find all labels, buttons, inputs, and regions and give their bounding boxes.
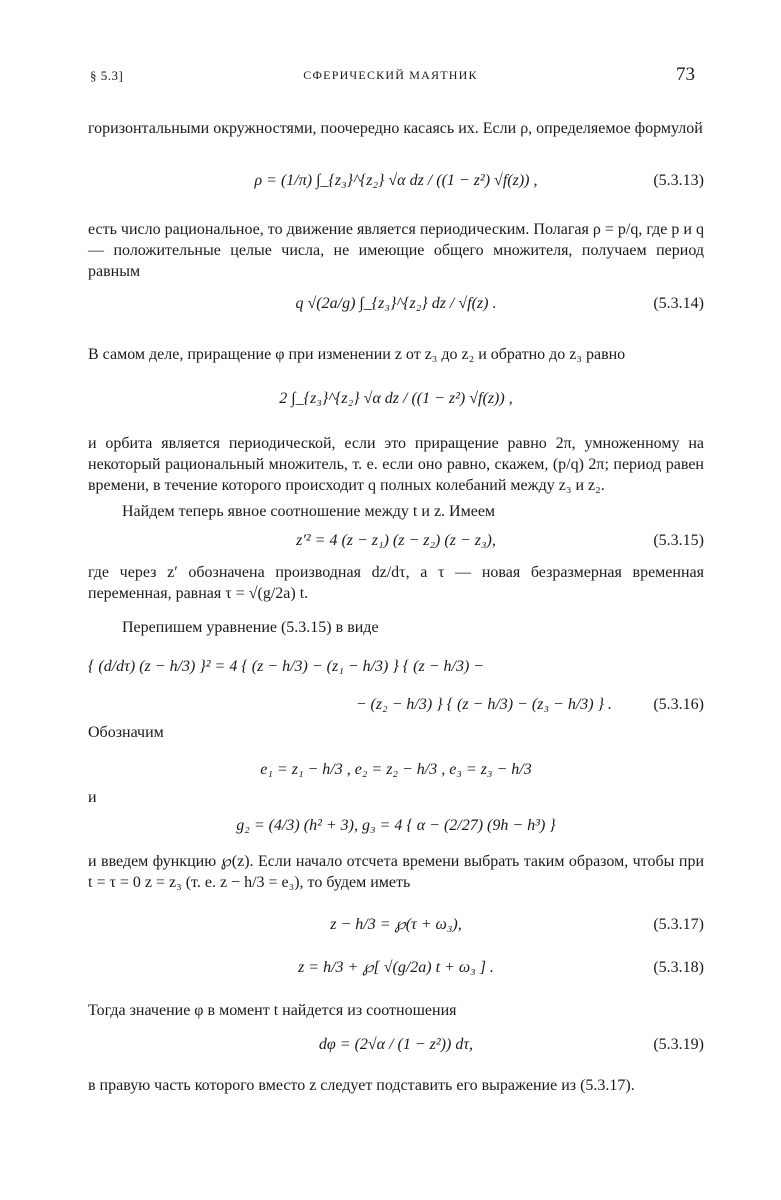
paragraph-4: и орбита является периодической, если это приращение равно 2π, умноженному на некоторый рациональный множитель, т. е. если оно равно, скажем, (p/q) 2π; период равен времени, в течение которого происходит q полных колебаний между z₃ и z₂. — [88, 435, 704, 494]
equation-5-3-19 — [88, 1034, 704, 1064]
equation-body: g₂ = (4/3) (h² + 3), g₃ = 4 { α − (2/27) (9h − h³) } — [236, 817, 556, 834]
equation-5-3-14 — [88, 293, 704, 323]
paragraph-6: где через z′ обозначена производная dz/dτ, а τ — новая безразмерная временная переменная, равная τ = √(g/2a) t. — [88, 564, 704, 602]
paragraph-9: и — [88, 789, 97, 806]
equation-5-3-13 — [88, 170, 704, 200]
paragraph-10: и введем функцию ℘(z). Если начало отсчета времени выбрать таким образом, чтобы при t = τ = 0 z = z₃ (т. е. z − h/3 = e₃), то будем иметь — [88, 853, 704, 891]
equation-g-invariants — [88, 815, 704, 845]
equation-body: dφ = (2√α / (1 − z²)) dτ, — [318, 1036, 474, 1053]
paragraph-5: Найдем теперь явное соотношение между t и z. Имеем — [122, 503, 496, 520]
equation-body: z − h/3 = ℘(τ + ω₃), — [330, 916, 462, 933]
paragraph-11: Тогда значение φ в момент t найдется из соотношения — [88, 1002, 457, 1019]
paragraph-8: Обозначим — [88, 724, 164, 741]
equation-5-3-15 — [88, 530, 704, 560]
section-reference: § 5.3] — [90, 68, 124, 83]
equation-number: (5.3.19) — [653, 1036, 704, 1053]
paragraph-7: Перепишем уравнение (5.3.15) в виде — [122, 619, 379, 636]
equation-body: q √(2a/g) ∫_{z₃}^{z₂} dz / √f(z) . — [295, 295, 497, 312]
equation-number: (5.3.13) — [653, 172, 704, 189]
equation-number: (5.3.14) — [653, 295, 704, 312]
equation-5-3-18 — [88, 957, 704, 987]
equation-increment — [88, 388, 704, 418]
equation-number: (5.3.17) — [653, 916, 704, 933]
equation-e-definitions — [88, 759, 704, 789]
paragraph-2: есть число рациональное, то движение является периодическим. Полагая ρ = p/q, где p и q — положительные целые числа, не имеющие общего множителя, получаем период равным — [88, 221, 704, 280]
paragraph-1: горизонтальными окружностями, поочередно касаясь их. Если ρ, определяемое формулой — [88, 120, 703, 137]
page-number: 73 — [676, 64, 695, 85]
equation-body: e₁ = z₁ − h/3 , e₂ = z₂ − h/3 , e₃ = z₃ − h/3 — [260, 761, 532, 778]
equation-number: (5.3.18) — [653, 959, 704, 976]
equation-body: 2 ∫_{z₃}^{z₂} √α dz / ((1 − z²) √f(z)) , — [279, 390, 513, 407]
equation-number: (5.3.16) — [653, 696, 704, 713]
equation-5-3-17 — [88, 914, 704, 944]
running-title: СФЕРИЧЕСКИЙ МАЯТНИК — [303, 68, 478, 82]
equation-body: − (z₂ − h/3) } { (z − h/3) − (z₃ − h/3) } . — [355, 696, 612, 713]
paragraph-12: в правую часть которого вместо z следует подставить его выражение из (5.3.17). — [88, 1077, 635, 1094]
equation-5-3-16-line-1 — [88, 656, 704, 686]
equation-body: { (d/dτ) (z − h/3) }² = 4 { (z − h/3) − (z₁ − h/3) } { (z − h/3) − — [88, 658, 485, 675]
equation-body: z = h/3 + ℘[ √(g/2a) t + ω₃ ] . — [298, 959, 494, 976]
paragraph-3: В самом деле, приращение φ при изменении z от z₃ до z₂ и обратно до z₃ равно — [88, 346, 626, 363]
equation-body: ρ = (1/π) ∫_{z₃}^{z₂} √α dz / ((1 − z²) √f(z)) , — [254, 172, 538, 189]
equation-body: z′² = 4 (z − z₁) (z − z₂) (z − z₃), — [296, 532, 496, 549]
equation-number: (5.3.15) — [653, 532, 704, 549]
equation-5-3-16-line-2 — [88, 694, 704, 724]
